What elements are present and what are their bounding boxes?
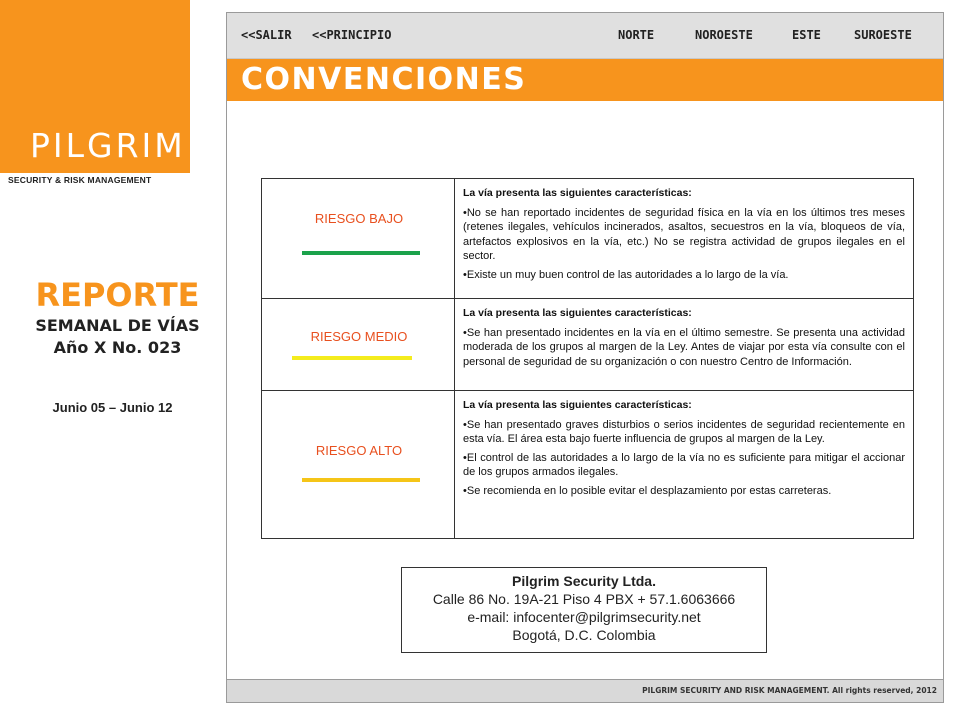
risk-desc-heading: La vía presenta las siguientes características: (463, 187, 692, 199)
risk-desc-item: •El control de las autoridades a lo largo de la vía no es suficiente para mitigar el accionar de los grupos armados ilegales. (463, 451, 905, 478)
address-company: Pilgrim Security Ltda. (512, 573, 656, 589)
risk-desc-item: •Se han presentado incidentes en la vía en el último semestre. Se presenta una actividad moderada de los grupos al margen de la Ley. Antes de viajar por esta vía consulte con el personal de seguridad de su organización o con nuestro Centro de Información. (463, 326, 905, 368)
nav-suroeste-link[interactable]: SUROESTE (854, 28, 912, 42)
risk-row-low (262, 179, 914, 299)
footer-copyright: PILGRIM SECURITY AND RISK MANAGEMENT. All rights reserved, 2012 (642, 686, 937, 695)
risk-line-low (302, 251, 420, 255)
nav-principio-link[interactable]: <<PRINCIPIO (312, 28, 392, 42)
risk-label-high: RIESGO ALTO (315, 443, 403, 458)
risk-desc-heading: La vía presenta las siguientes características: (463, 399, 692, 411)
risk-line-high (302, 478, 420, 482)
risk-label-cell (262, 391, 455, 539)
risk-label-cell (262, 179, 455, 299)
contact-address-box (401, 567, 767, 653)
risk-desc-heading: La vía presenta las siguientes características: (463, 307, 692, 319)
risk-row-medium (262, 299, 914, 391)
logo-tagline: SECURITY & RISK MANAGEMENT (8, 175, 152, 185)
brand-logo (0, 0, 190, 190)
page-title: CONVENCIONES (241, 62, 527, 97)
risk-conventions-table (261, 178, 914, 539)
risk-row-high (262, 391, 914, 539)
logo-wordmark: PILGRIM (30, 126, 186, 165)
risk-desc-medium (455, 299, 914, 391)
nav-este-link[interactable]: ESTE (792, 28, 821, 42)
report-dates: Junio 05 – Junio 12 (52, 400, 173, 415)
report-subtitle: SEMANAL DE VÍAS (35, 316, 200, 335)
risk-desc-high (455, 391, 914, 539)
report-issue: Año X No. 023 (53, 338, 182, 357)
nav-norte-link[interactable]: NORTE (618, 28, 655, 42)
address-city: Bogotá, D.C. Colombia (512, 627, 656, 643)
risk-desc-item: •Se recomienda en lo posible evitar el desplazamiento por estas carreteras. (463, 484, 832, 497)
address-email: e-mail: infocenter@pilgrimsecurity.net (467, 609, 701, 625)
risk-desc-item: •No se han reportado incidentes de seguridad física en la vía en los últimos tres meses (retenes ilegales, vehículos incinerados, asaltos, secuestros en la vía, bloqueos de vía, artefactos explosivos en la vía, etc.) No se registra actividad de grupos ilegales en el sector. (463, 206, 905, 262)
title-bar (227, 59, 943, 101)
footer-bar (226, 679, 944, 703)
address-street: Calle 86 No. 19A-21 Piso 4 PBX + 57.1.6063666 (432, 591, 736, 607)
risk-desc-item: •Existe un muy buen control de las autoridades a lo largo de la vía. (463, 268, 789, 281)
report-title: REPORTE (35, 276, 200, 314)
risk-label-medium: RIESGO MEDIO (310, 329, 408, 344)
risk-desc-item: •Se han presentado graves disturbios o serios incidentes de seguridad recientemente en esta vía. El área esta bajo fuerte influencia de grupos al margen de la Ley. (463, 418, 905, 445)
nav-salir-link[interactable]: <<SALIR (241, 28, 292, 42)
top-navbar (227, 13, 943, 59)
nav-noroeste-link[interactable]: NOROESTE (695, 28, 753, 42)
logo-orange-block (0, 0, 190, 173)
risk-label-low: RIESGO BAJO (314, 211, 404, 226)
risk-line-medium (292, 356, 412, 360)
risk-desc-low (455, 179, 914, 299)
risk-label-cell (262, 299, 455, 391)
